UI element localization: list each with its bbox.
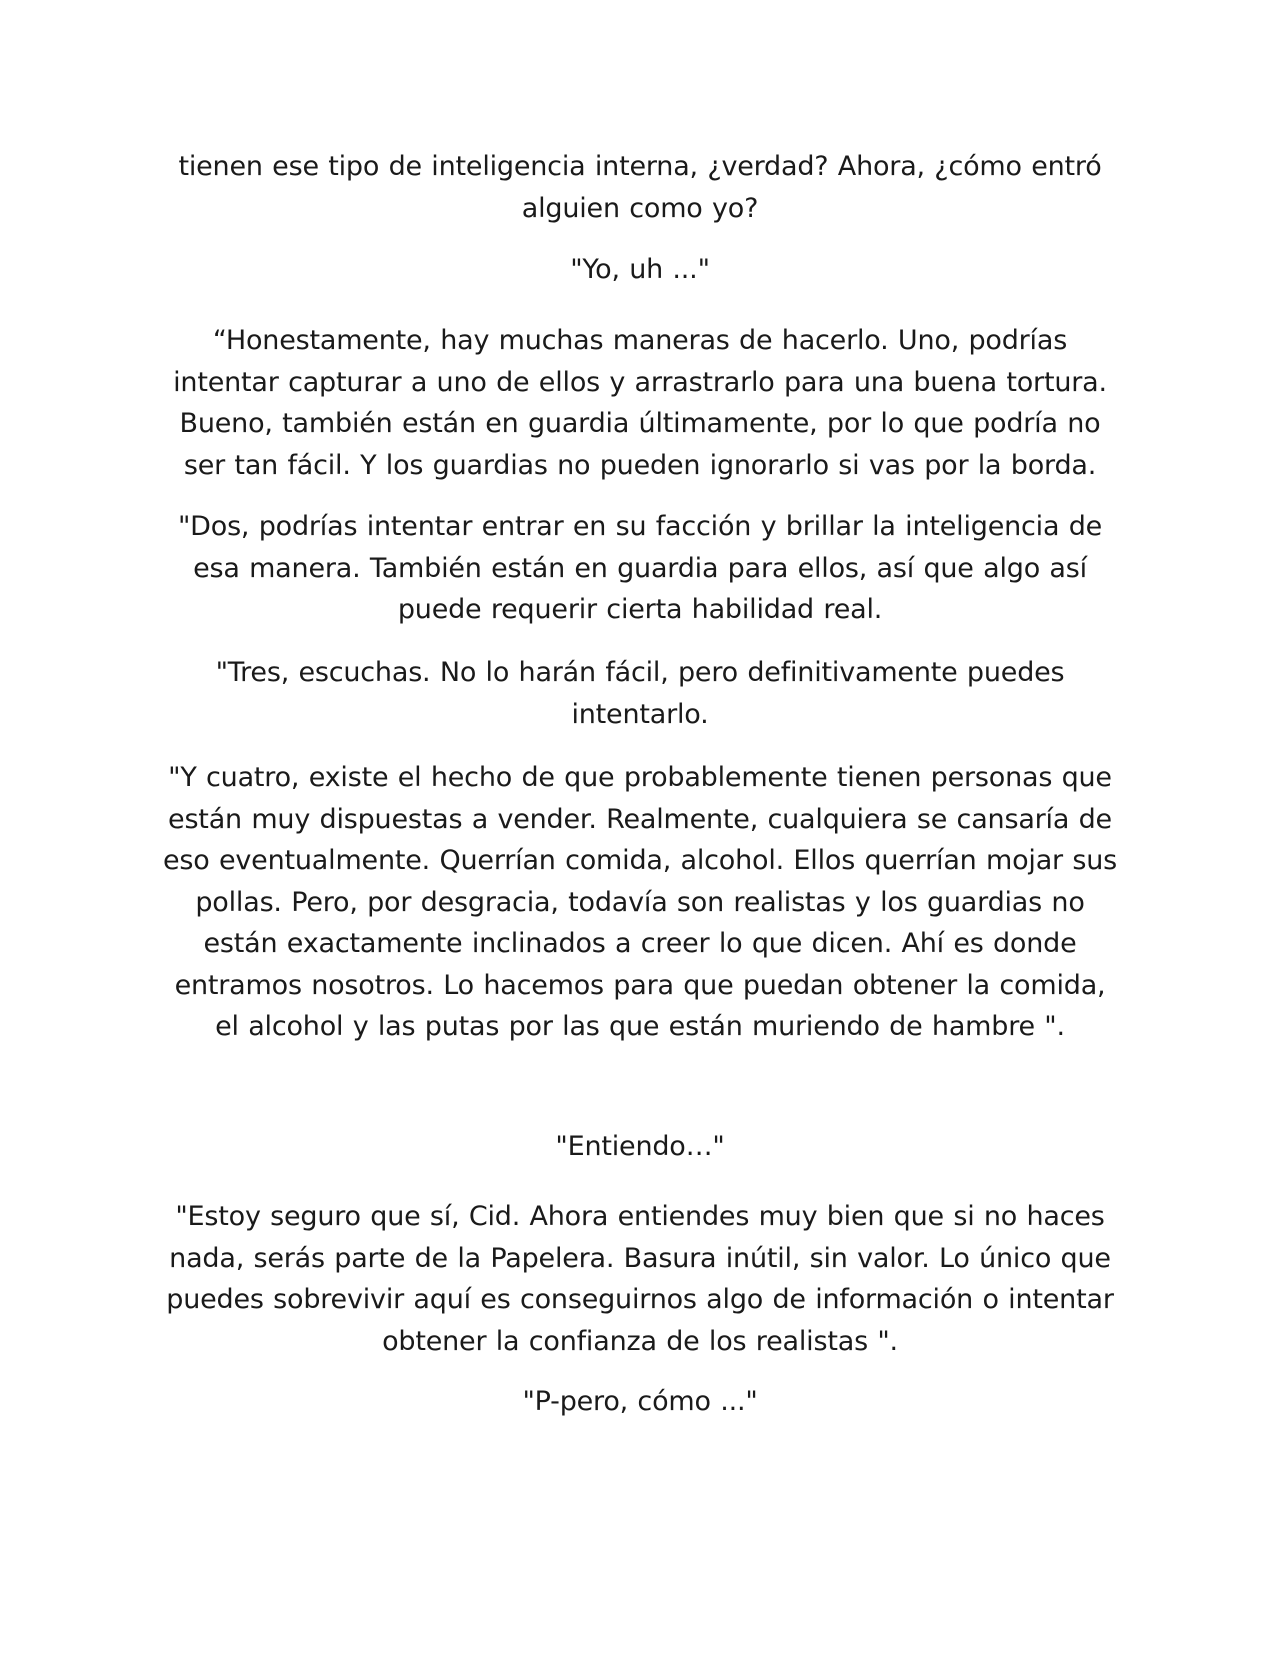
paragraph-cuatro [160, 757, 1120, 1048]
paragraph-text: "Yo, uh ..." [570, 254, 710, 285]
paragraph-honestamente [160, 320, 1120, 486]
paragraph-yo-uh [160, 249, 1120, 291]
paragraph-text: "Y cuatro, existe el hecho de que probablemente tienen personas que están muy dispuestas a vender. Realmente, cualquiera se cansaría de eso eventualmente. Querrían comida, alcohol. Ellos querrían mojar sus pollas. Pero, por desgracia, todavía son realistas y los guardias no están exactamente inclinados a creer lo que dicen. Ahí es donde entramos nosotros. Lo hacemos para que puedan obtener la comida, el alcohol y las putas por las que están muriendo de hambre ". [163, 762, 1117, 1042]
paragraph-text: "P-pero, cómo ..." [522, 1386, 758, 1417]
paragraph-dos [160, 506, 1120, 631]
paragraph-entiendo [160, 1126, 1120, 1168]
paragraph-intro [160, 146, 1120, 229]
paragraph-tres [160, 652, 1120, 735]
paragraph-text: "Dos, podrías intentar entrar en su facción y brillar la inteligencia de esa manera. También están en guardia para ellos, así que algo así puede requerir cierta habilidad real. [177, 511, 1103, 625]
paragraph-text: "Estoy seguro que sí, Cid. Ahora entiendes muy bien que si no haces nada, serás parte de la Papelera. Basura inútil, sin valor. Lo único que puedes sobrevivir aquí es conseguirnos algo de información o intentar obtener la confianza de los realistas ". [166, 1201, 1114, 1357]
paragraph-estoy-seguro [160, 1196, 1120, 1362]
paragraph-text: tienen ese tipo de inteligencia interna, ¿verdad? Ahora, ¿cómo entró alguien como yo? [178, 151, 1102, 224]
paragraph-p-pero [160, 1381, 1120, 1423]
paragraph-text: “Honestamente, hay muchas maneras de hacerlo. Uno, podrías intentar capturar a uno de ellos y arrastrarlo para una buena tortura. Bueno, también están en guardia últimamente, por lo que podría no ser tan fácil. Y los guardias no pueden ignorarlo si vas por la borda. [173, 325, 1107, 481]
paragraph-text: "Entiendo…" [555, 1131, 725, 1162]
paragraph-text: "Tres, escuchas. No lo harán fácil, pero definitivamente puedes intentarlo. [215, 657, 1065, 730]
